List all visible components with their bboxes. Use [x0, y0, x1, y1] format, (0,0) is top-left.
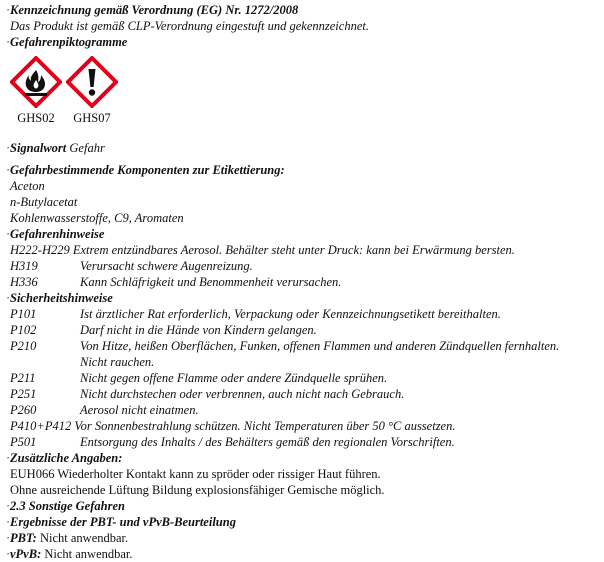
sonstige-heading-line [6, 498, 600, 514]
p-statement-row [6, 322, 600, 338]
p-code: P410+P412 [10, 419, 72, 433]
kennzeichnung-heading-line [6, 2, 600, 18]
spacer [6, 126, 600, 140]
p-code: P260 [10, 403, 37, 417]
bullet-dot: · [6, 531, 11, 545]
h-text: Verursacht schwere Augenreizung. [80, 259, 253, 273]
h-statement-row [6, 274, 600, 290]
signalwort-value: Gefahr [69, 141, 105, 155]
gefahrenhinweise-heading: Gefahrenhinweise [10, 227, 105, 241]
exclamation-pictogram-icon [66, 56, 118, 108]
p-statement-row [6, 386, 600, 402]
p-statement-row [6, 370, 600, 386]
pictogram-ghs02 [10, 56, 62, 126]
vpvb-label: vPvB: [10, 547, 42, 561]
pbt-label: PBT: [10, 531, 37, 545]
komponente-item: Aceton [10, 179, 45, 193]
flame-pictogram-icon [10, 56, 62, 108]
bullet-dot: · [6, 141, 11, 155]
h-statement-row [6, 258, 600, 274]
p-statement-row [6, 338, 600, 354]
h-statement-row [6, 242, 600, 258]
komponente-item: n-Butylacetat [10, 195, 78, 209]
h-text: Extrem entzündbares Aerosol. Behälter steht unter Druck: kann bei Erwärmung bersten. [72, 243, 515, 257]
p-text: Nicht gegen offene Flamme oder andere Zündquelle sprühen. [80, 371, 388, 385]
p-code: P101 [10, 307, 37, 321]
zusaetzliche-line: Ohne ausreichende Lüftung Bildung explosionsfähiger Gemische möglich. [10, 483, 385, 497]
p-text-continuation: Nicht rauchen. [80, 355, 155, 369]
sicherheitshinweise-heading-line [6, 290, 600, 306]
pictogram-label: GHS07 [73, 111, 111, 125]
p-statement-row [6, 402, 600, 418]
pictogram-row [10, 56, 600, 126]
pbt-heading-line [6, 514, 600, 530]
komponenten-heading-line [6, 162, 600, 178]
p-code: P210 [10, 339, 37, 353]
gefahrenhinweise-heading-line [6, 226, 600, 242]
p-code: P501 [10, 435, 37, 449]
bullet-dot: · [6, 227, 11, 241]
bullet-dot: · [6, 515, 11, 529]
p-code: P211 [10, 371, 36, 385]
p-text: Ist ärztlicher Rat erforderlich, Verpackung oder Kennzeichnungsetikett bereithalten. [80, 307, 501, 321]
sonstige-heading: 2.3 Sonstige Gefahren [10, 499, 125, 513]
bullet-dot: · [6, 3, 11, 17]
p-code: P102 [10, 323, 37, 337]
kennzeichnung-text: Das Produkt ist gemäß CLP-Verordnung eingestuft und gekennzeichnet. [10, 19, 369, 33]
h-text: Kann Schläfrigkeit und Benommenheit verursachen. [80, 275, 342, 289]
signalwort-line [6, 140, 600, 156]
vpvb-line [6, 546, 600, 562]
p-code: P251 [10, 387, 37, 401]
p-text: Aerosol nicht einatmen. [80, 403, 199, 417]
bullet-dot: · [6, 291, 11, 305]
h-code: H336 [10, 275, 38, 289]
bullet-dot: · [6, 163, 11, 177]
piktogramme-heading-line [6, 34, 600, 50]
sicherheitshinweise-heading: Sicherheitshinweise [10, 291, 113, 305]
bullet-dot: · [6, 547, 11, 561]
bullet-dot: · [6, 451, 11, 465]
p-text: Entsorgung des Inhalts / des Behälters gemäß den regionalen Vorschriften. [80, 435, 455, 449]
bullet-dot: · [6, 35, 11, 49]
pbt-line [6, 530, 600, 546]
pictogram-label: GHS02 [17, 111, 55, 125]
zusaetzliche-line: EUH066 Wiederholter Kontakt kann zu spröder oder rissiger Haut führen. [10, 467, 381, 481]
vpvb-value: Nicht anwendbar. [44, 547, 133, 561]
sds-section-2-2 [6, 2, 600, 562]
signalwort-label: Signalwort [10, 141, 67, 155]
p-statement-row [6, 418, 600, 434]
p-text: Vor Sonnenbestrahlung schützen. Nicht Temperaturen über 50 °C aussetzen. [74, 419, 456, 433]
p-statement-row [6, 306, 600, 322]
komponenten-heading: Gefahrbestimmende Komponenten zur Etikettierung: [10, 163, 285, 177]
p-text: Darf nicht in die Hände von Kindern gelangen. [80, 323, 317, 337]
pbt-value: Nicht anwendbar. [39, 531, 129, 545]
pictogram-ghs07 [66, 56, 118, 126]
h-code: H319 [10, 259, 38, 273]
h-code: H222-H229 [10, 243, 70, 257]
p-statement-row [6, 434, 600, 450]
komponente-item: Kohlenwasserstoffe, C9, Aromaten [10, 211, 184, 225]
bullet-dot: · [6, 499, 11, 513]
p-text: Nicht durchstechen oder verbrennen, auch nicht nach Gebrauch. [80, 387, 405, 401]
p-text: Von Hitze, heißen Oberflächen, Funken, offenen Flammen und anderen Zündquellen fernhalten. [80, 339, 560, 353]
pbt-heading: Ergebnisse der PBT- und vPvB-Beurteilung [10, 515, 236, 529]
zusaetzliche-heading: Zusätzliche Angaben: [10, 451, 123, 465]
zusaetzliche-heading-line [6, 450, 600, 466]
piktogramme-heading: Gefahrenpiktogramme [10, 35, 128, 49]
kennzeichnung-heading: Kennzeichnung gemäß Verordnung (EG) Nr. 1272/2008 [10, 3, 299, 17]
